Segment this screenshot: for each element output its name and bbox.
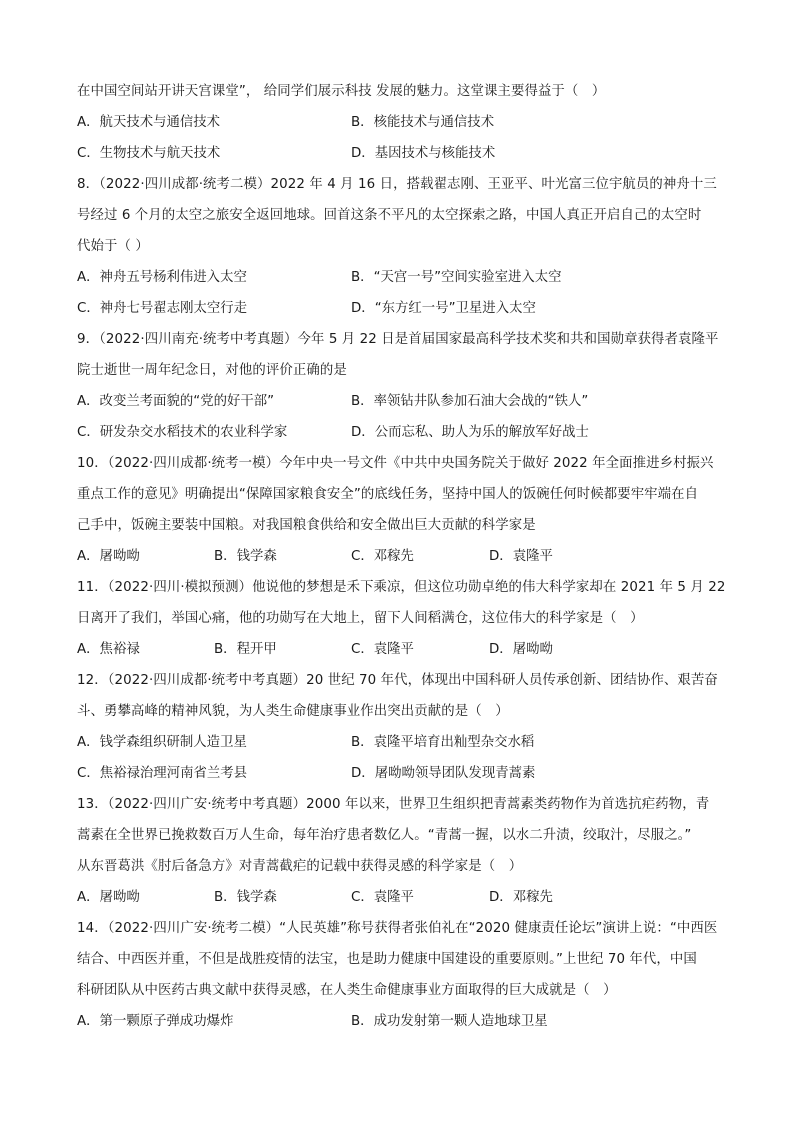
q11-stem-line-1: 11．（2022·四川·模拟预测）他说他的梦想是禾下乘凉，但这位功勋卓绝的伟大科学家却在 2021 年 5 月 22 (77, 580, 726, 595)
q9-option-b: B．率领钻井队参加石油大会战的“铁人” (351, 394, 589, 409)
q11-option-b: B．程开甲 (214, 642, 277, 657)
q8-option-c: C．神舟七号翟志刚太空行走 (77, 301, 248, 316)
q12-stem-line-1: 12．（2022·四川成都·统考中考真题）20 世纪 70 年代，体现出中国科研人员传承创新、团结协作、艰苦奋 (77, 673, 718, 688)
q8-stem-line-3: 代始于（ ） (77, 239, 149, 254)
q14-option-a: A．第一颗原子弹成功爆炸 (77, 1014, 234, 1029)
q8-option-a: A．神舟五号杨利伟进入太空 (77, 270, 247, 285)
q13-stem-line-3: 从东晋葛洪《肘后备急方》对青蒿截疟的记载中获得灵感的科学家是（ ） (77, 859, 523, 874)
q10-stem-line-1: 10．（2022·四川成都·统考一模）今年中央一号文件《中共中央国务院关于做好 2022 年全面推进乡村振兴 (77, 456, 714, 471)
q12-option-c: C．焦裕禄治理河南省兰考县 (77, 766, 248, 781)
q12-option-a: A．钱学森组织研制人造卫星 (77, 735, 247, 750)
q7-option-b: B．核能技术与通信技术 (351, 115, 495, 130)
q14-stem-line-2: 结合、中西医并重，不但是战胜疫情的法宝，也是助力健康中国建设的重要原则。”上世纪 70 年代，中国 (77, 952, 697, 967)
q9-option-d: D．公而忘私、助人为乐的解放军好战士 (351, 425, 589, 440)
q10-option-c: C．邓稼先 (351, 549, 414, 564)
q9-option-c: C．研发杂交水稻技术的农业科学家 (77, 425, 288, 440)
q13-option-b: B．钱学森 (214, 890, 277, 905)
q7-option-d: D．基因技术与核能技术 (351, 146, 496, 161)
q13-option-d: D．邓稼先 (489, 890, 553, 905)
q11-option-d: D．屠呦呦 (489, 642, 553, 657)
q13-stem-line-1: 13．（2022·四川广安·统考中考真题）2000 年以来，世界卫生组织把青蒿素类药物作为首选抗疟药物，青 (77, 797, 710, 812)
q10-stem-line-3: 己手中，饭碗主要装中国粮。对我国粮食供给和安全做出巨大贡献的科学家是 (77, 518, 536, 533)
q8-option-d: D．“东方红一号”卫星进入太空 (351, 301, 536, 316)
q7-stem: 在中国空间站开讲天宫课堂”， 给同学们展示科技 发展的魅力。这堂课主要得益于（ ） (77, 84, 606, 99)
q9-option-a: A．改变兰考面貌的“党的好干部” (77, 394, 275, 409)
q8-stem-line-1: 8．（2022·四川成都·统考二模）2022 年 4 月 16 日，搭载翟志刚、王亚平、叶光富三位宇航员的神舟十三 (77, 177, 717, 192)
q10-option-d: D．袁隆平 (489, 549, 553, 564)
q14-stem-line-3: 科研团队从中医药古典文献中获得灵感，在人类生命健康事业方面取得的巨大成就是（ ） (77, 983, 617, 998)
q9-stem-line-1: 9．（2022·四川南充·统考中考真题）今年 5 月 22 日是首届国家最高科学技术奖和共和国勋章获得者袁隆平 (77, 332, 719, 347)
q11-stem-line-2: 日离开了我们，举国心痛，他的功勋写在大地上，留下人间稻满仓，这位伟大的科学家是（ ） (77, 611, 644, 626)
q8-option-b: B．“天宫一号”空间实验室进入太空 (351, 270, 562, 285)
q14-stem-line-1: 14．（2022·四川广安·统考二模）“人民英雄”称号获得者张伯礼在“2020 健康责任论坛”演讲上说：“中西医 (77, 921, 718, 936)
q12-option-d: D．屠呦呦领导团队发现青蒿素 (351, 766, 536, 781)
q8-stem-line-2: 号经过 6 个月的太空之旅安全返回地球。回首这条不平凡的太空探索之路，中国人真正开启自己的太空时 (77, 208, 702, 223)
q13-stem-line-2: 蒿素在全世界已挽救数百万人生命，每年治疗患者数亿人。“青蒿一握，以水二升渍，绞取汁，尽服之。” (77, 828, 692, 843)
q13-option-c: C．袁隆平 (351, 890, 414, 905)
q7-option-a: A．航天技术与通信技术 (77, 115, 221, 130)
q11-option-c: C．袁隆平 (351, 642, 414, 657)
q11-option-a: A．焦裕禄 (77, 642, 140, 657)
q14-option-b: B．成功发射第一颗人造地球卫星 (351, 1014, 548, 1029)
q9-stem-line-2: 院士逝世一周年纪念日，对他的评价正确的是 (77, 363, 347, 378)
q12-option-b: B．袁隆平培育出籼型杂交水稻 (351, 735, 535, 750)
q10-option-a: A．屠呦呦 (77, 549, 140, 564)
q10-option-b: B．钱学森 (214, 549, 277, 564)
q7-option-c: C．生物技术与航天技术 (77, 146, 221, 161)
q12-stem-line-2: 斗、勇攀高峰的精神风貌，为人类生命健康事业作出突出贡献的是（ ） (77, 704, 509, 719)
q10-stem-line-2: 重点工作的意见》明确提出“保障国家粮食安全”的底线任务，坚持中国人的饭碗任何时候都要牢牢端在自 (77, 487, 699, 502)
q13-option-a: A．屠呦呦 (77, 890, 140, 905)
